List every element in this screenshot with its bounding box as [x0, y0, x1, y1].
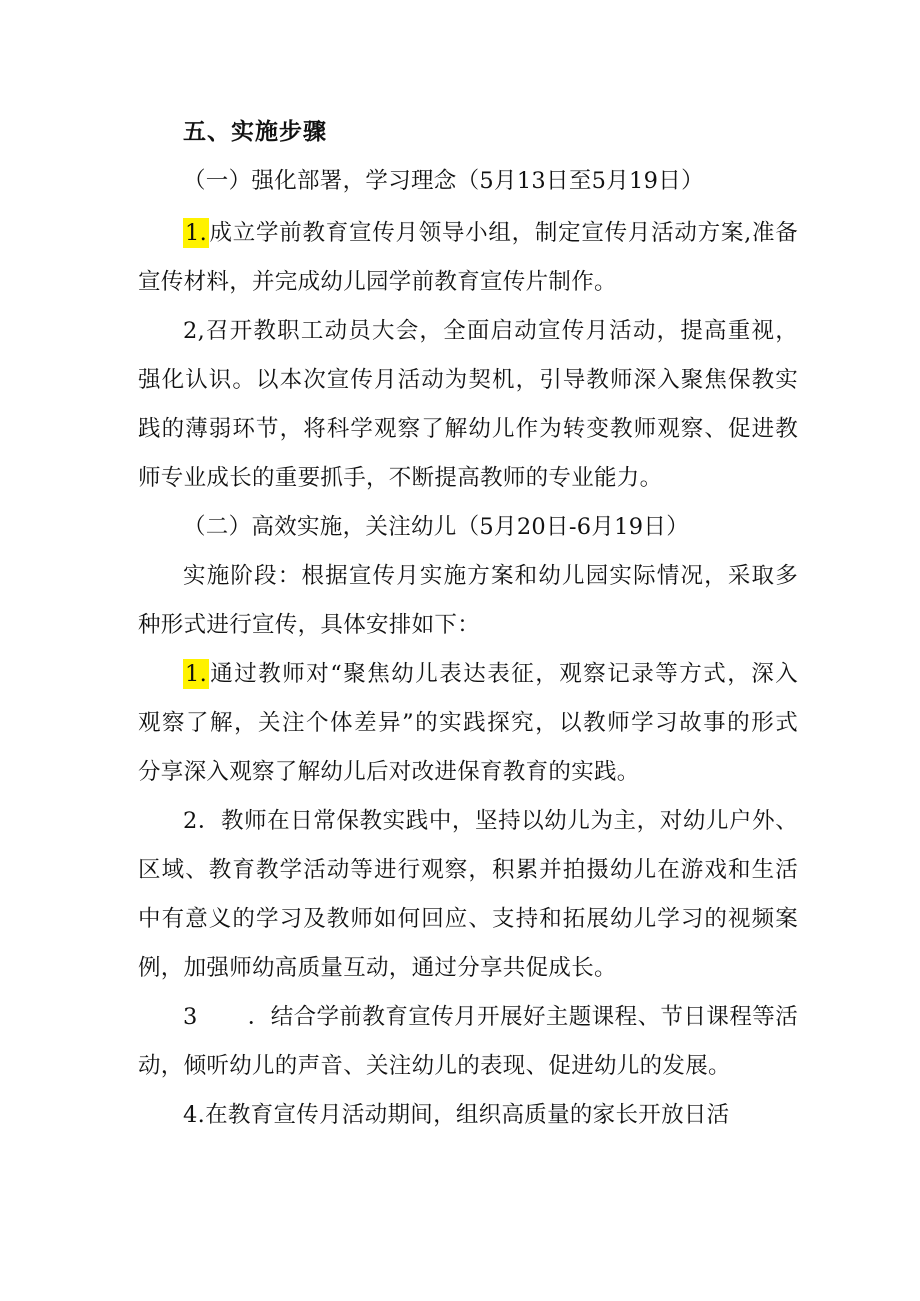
s2-item-4-line-1: 4.在教育宣传月活动期间，组织高质量的家长开放日活 [183, 1102, 730, 1128]
s2-item-1-line-1 [183, 659, 798, 689]
item-number: 3 [183, 1004, 198, 1030]
item-2-line-2: 强化认识。以本次宣传月活动为契机，引导教师深入聚焦保教实 [138, 367, 798, 393]
stage-line-1: 实施阶段：根据宣传月实施方案和幼儿园实际情况，采取多 [183, 563, 798, 589]
item-2-line-4: 师专业成长的重要抓手，不断提高教师的专业能力。 [138, 465, 663, 491]
s2-item-2-line-3: 中有意义的学习及教师如何回应、支持和拓展幼儿学习的视频案 [138, 906, 798, 932]
highlighted-item-number: 1. [185, 220, 208, 246]
s2-item-2-line-2: 区域、教育教学活动等进行观察，积累并拍摄幼儿在游戏和生活 [138, 857, 798, 883]
item-1-line-2: 宣传材料，并完成幼儿园学前教育宣传片制作。 [138, 269, 617, 295]
item-2-line-3: 践的薄弱环节，将科学观察了解幼儿作为转变教师观察、促进教 [138, 416, 798, 442]
highlighted-item-number: 1. [185, 661, 208, 687]
s2-item-2-line-1: 2．教师在日常保教实践中，坚持以幼儿为主，对幼儿户外、 [183, 808, 798, 834]
item-text: 通过教师对“聚焦幼儿表达表征，观察记录等方式，深入 [209, 661, 798, 687]
section-heading: 五、实施步骤 [183, 119, 327, 145]
item-text: ．结合学前教育宣传月开展好主题课程、节日课程等活 [247, 1004, 798, 1030]
item-2-line-1: 2,召开教职工动员大会，全面启动宣传月活动，提高重视， [183, 318, 798, 344]
s2-item-2-line-4: 例，加强师幼高质量互动，通过分享共促成长。 [138, 955, 617, 981]
item-text: 成立学前教育宣传月领导小组，制定宣传月活动方案,准备 [209, 220, 798, 246]
subsection-title-1: （一）强化部署，学习理念（5月13日至5月19日） [183, 168, 704, 194]
s2-item-3-line-1 [183, 1002, 798, 1032]
stage-line-2: 种形式进行宣传，具体安排如下： [138, 612, 481, 638]
s2-item-1-line-2: 观察了解，关注个体差异”的实践探究，以教师学习故事的形式 [138, 710, 798, 736]
s2-item-1-line-3: 分享深入观察了解幼儿后对改进保育教育的实践。 [138, 759, 640, 785]
s2-item-3-line-2: 动，倾听幼儿的声音、关注幼儿的表现、促进幼儿的发展。 [138, 1053, 731, 1079]
subsection-title-2: （二）高效实施，关注幼儿（5月20日-6月19日） [183, 514, 689, 540]
item-1-line-1 [183, 218, 798, 248]
